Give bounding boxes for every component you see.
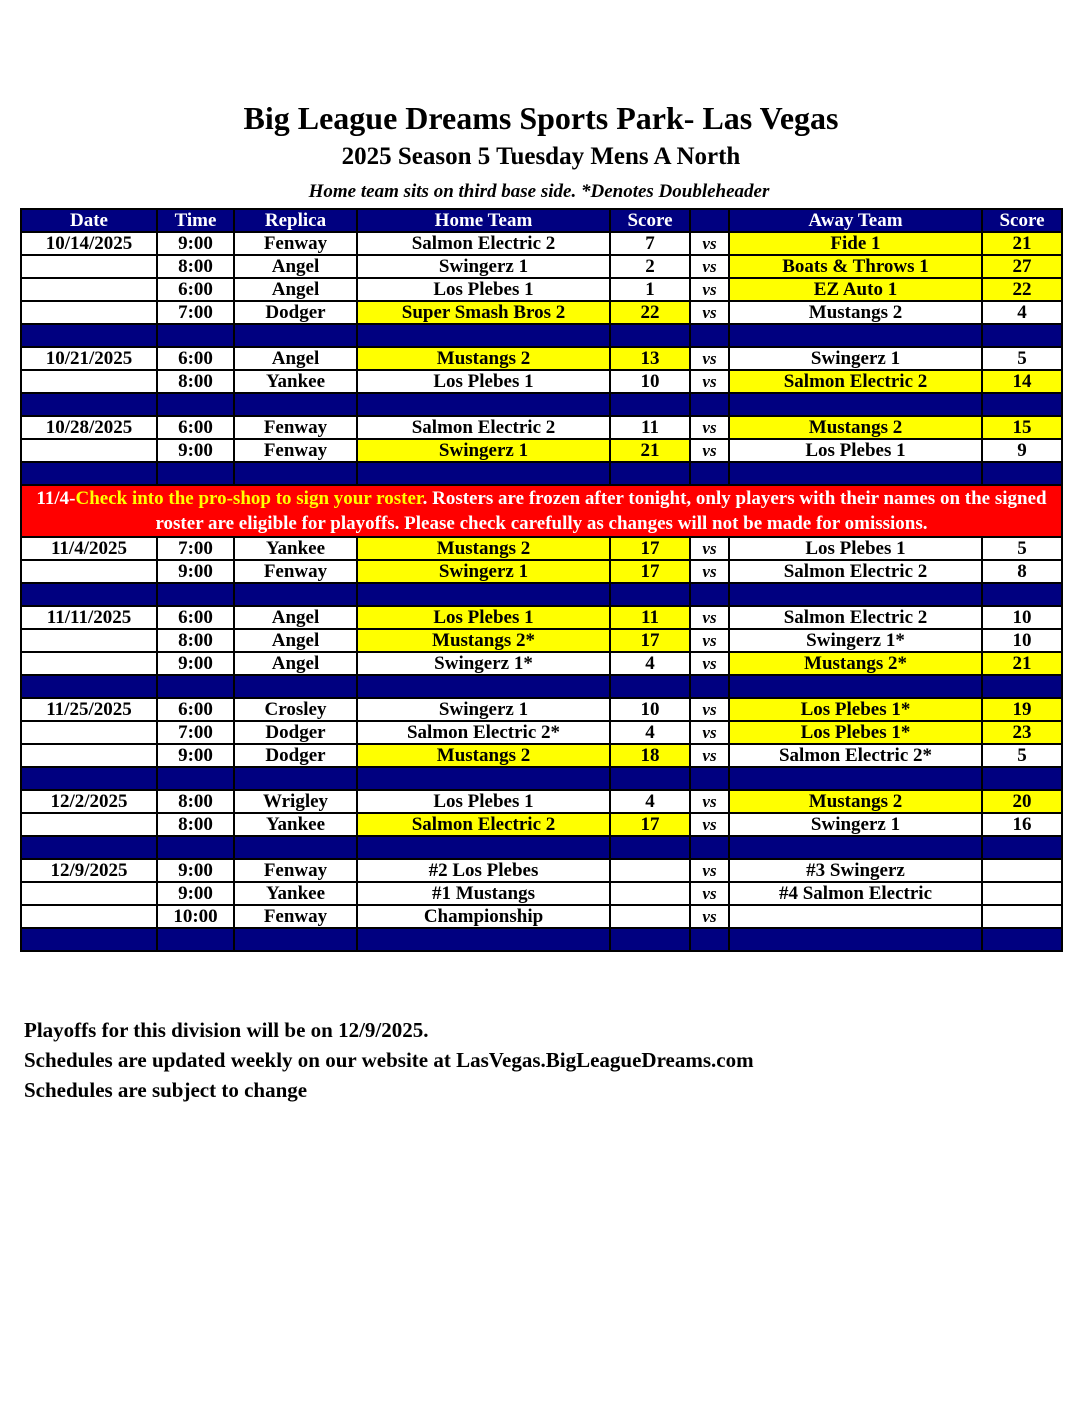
col-time: Time xyxy=(157,209,234,232)
away-score-cell xyxy=(982,859,1062,882)
separator-cell xyxy=(357,836,610,859)
separator-cell xyxy=(234,675,357,698)
separator-cell xyxy=(610,928,690,951)
footer-notes xyxy=(24,1015,754,1105)
vs-cell: vs xyxy=(690,439,729,462)
date-cell: 11/11/2025 xyxy=(21,606,157,629)
away-score-cell: 27 xyxy=(982,255,1062,278)
date-cell xyxy=(21,905,157,928)
separator-cell xyxy=(157,462,234,485)
home-team-cell: Salmon Electric 2* xyxy=(357,721,610,744)
time-cell: 9:00 xyxy=(157,859,234,882)
date-cell: 12/2/2025 xyxy=(21,790,157,813)
away-score-cell: 16 xyxy=(982,813,1062,836)
separator-cell xyxy=(21,928,157,951)
replica-cell: Fenway xyxy=(234,439,357,462)
separator-cell xyxy=(234,324,357,347)
replica-cell: Crosley xyxy=(234,698,357,721)
separator-cell xyxy=(157,928,234,951)
replica-cell: Angel xyxy=(234,652,357,675)
replica-cell: Angel xyxy=(234,255,357,278)
time-cell: 8:00 xyxy=(157,629,234,652)
col-replica: Replica xyxy=(234,209,357,232)
home-team-cell: Swingerz 1 xyxy=(357,560,610,583)
away-score-cell: 5 xyxy=(982,537,1062,560)
table-row xyxy=(21,347,1062,370)
home-team-cell: #1 Mustangs xyxy=(357,882,610,905)
separator-cell xyxy=(690,324,729,347)
away-score-cell: 10 xyxy=(982,606,1062,629)
separator-cell xyxy=(157,836,234,859)
notice-row xyxy=(21,485,1062,537)
date-cell xyxy=(21,721,157,744)
table-header-row xyxy=(21,209,1062,232)
separator-row xyxy=(21,928,1062,951)
notice-text: . Rosters are frozen after tonight, only players with their names on the signed roster are eligible for playoffs. Please check carefully as changes will not be made for omissions. xyxy=(155,488,1047,534)
date-cell xyxy=(21,370,157,393)
away-team-cell: Salmon Electric 2 xyxy=(729,606,982,629)
home-team-cell: Los Plebes 1 xyxy=(357,278,610,301)
home-score-cell: 18 xyxy=(610,744,690,767)
col-away-team: Away Team xyxy=(729,209,982,232)
table-row xyxy=(21,905,1062,928)
home-score-cell: 4 xyxy=(610,790,690,813)
separator-cell xyxy=(982,324,1062,347)
separator-cell xyxy=(610,462,690,485)
home-team-cell: Super Smash Bros 2 xyxy=(357,301,610,324)
separator-cell xyxy=(157,324,234,347)
home-score-cell: 10 xyxy=(610,698,690,721)
home-team-cell: Salmon Electric 2 xyxy=(357,813,610,836)
home-score-cell: 22 xyxy=(610,301,690,324)
date-cell xyxy=(21,882,157,905)
away-score-cell: 9 xyxy=(982,439,1062,462)
separator-row xyxy=(21,324,1062,347)
separator-cell xyxy=(21,324,157,347)
replica-cell: Yankee xyxy=(234,813,357,836)
away-score-cell: 8 xyxy=(982,560,1062,583)
away-team-cell: Boats & Throws 1 xyxy=(729,255,982,278)
table-row xyxy=(21,232,1062,255)
home-score-cell: 2 xyxy=(610,255,690,278)
vs-cell: vs xyxy=(690,652,729,675)
table-row xyxy=(21,537,1062,560)
time-cell: 8:00 xyxy=(157,790,234,813)
separator-cell xyxy=(610,324,690,347)
separator-cell xyxy=(729,393,982,416)
separator-row xyxy=(21,583,1062,606)
separator-cell xyxy=(982,393,1062,416)
away-team-cell: Los Plebes 1* xyxy=(729,721,982,744)
home-team-cell: Los Plebes 1 xyxy=(357,606,610,629)
away-score-cell: 21 xyxy=(982,232,1062,255)
separator-cell xyxy=(157,767,234,790)
away-team-cell: Los Plebes 1 xyxy=(729,537,982,560)
time-cell: 6:00 xyxy=(157,278,234,301)
vs-cell: vs xyxy=(690,347,729,370)
away-score-cell: 21 xyxy=(982,652,1062,675)
vs-cell: vs xyxy=(690,882,729,905)
time-cell: 8:00 xyxy=(157,255,234,278)
separator-cell xyxy=(357,767,610,790)
separator-cell xyxy=(357,393,610,416)
date-cell xyxy=(21,439,157,462)
date-cell xyxy=(21,278,157,301)
separator-cell xyxy=(610,675,690,698)
away-team-cell: Mustangs 2 xyxy=(729,301,982,324)
home-team-cell: Swingerz 1 xyxy=(357,255,610,278)
time-cell: 6:00 xyxy=(157,347,234,370)
home-score-cell: 13 xyxy=(610,347,690,370)
home-score-cell xyxy=(610,859,690,882)
date-cell xyxy=(21,629,157,652)
away-score-cell xyxy=(982,905,1062,928)
date-cell xyxy=(21,301,157,324)
date-cell: 10/14/2025 xyxy=(21,232,157,255)
vs-cell: vs xyxy=(690,278,729,301)
vs-cell: vs xyxy=(690,813,729,836)
separator-cell xyxy=(234,583,357,606)
vs-cell: vs xyxy=(690,416,729,439)
separator-cell xyxy=(21,675,157,698)
time-cell: 9:00 xyxy=(157,882,234,905)
col-date: Date xyxy=(21,209,157,232)
away-score-cell: 20 xyxy=(982,790,1062,813)
page-title: Big League Dreams Sports Park- Las Vegas xyxy=(243,100,839,136)
home-score-cell xyxy=(610,905,690,928)
roster-notice xyxy=(21,485,1062,537)
separator-cell xyxy=(21,836,157,859)
away-team-cell: #4 Salmon Electric xyxy=(729,882,982,905)
time-cell: 9:00 xyxy=(157,652,234,675)
separator-cell xyxy=(357,675,610,698)
home-score-cell: 17 xyxy=(610,537,690,560)
separator-row xyxy=(21,462,1062,485)
footer-line: Schedules are updated weekly on our website at LasVegas.BigLeagueDreams.com xyxy=(24,1048,754,1072)
separator-cell xyxy=(157,675,234,698)
separator-cell xyxy=(982,462,1062,485)
separator-cell xyxy=(610,583,690,606)
date-cell: 11/4/2025 xyxy=(21,537,157,560)
time-cell: 6:00 xyxy=(157,416,234,439)
separator-row xyxy=(21,675,1062,698)
replica-cell: Fenway xyxy=(234,560,357,583)
vs-cell: vs xyxy=(690,560,729,583)
vs-cell: vs xyxy=(690,606,729,629)
separator-cell xyxy=(729,836,982,859)
away-score-cell xyxy=(982,882,1062,905)
home-score-cell: 4 xyxy=(610,721,690,744)
separator-cell xyxy=(234,836,357,859)
table-row xyxy=(21,278,1062,301)
vs-cell: vs xyxy=(690,629,729,652)
schedule-body xyxy=(21,232,1062,951)
table-row xyxy=(21,370,1062,393)
separator-cell xyxy=(357,462,610,485)
time-cell: 8:00 xyxy=(157,813,234,836)
time-cell: 8:00 xyxy=(157,370,234,393)
time-cell: 9:00 xyxy=(157,439,234,462)
away-team-cell: EZ Auto 1 xyxy=(729,278,982,301)
home-team-cell: Mustangs 2 xyxy=(357,744,610,767)
separator-cell xyxy=(982,583,1062,606)
date-cell: 10/28/2025 xyxy=(21,416,157,439)
table-row xyxy=(21,652,1062,675)
vs-cell: vs xyxy=(690,905,729,928)
date-cell xyxy=(21,560,157,583)
away-score-cell: 4 xyxy=(982,301,1062,324)
separator-cell xyxy=(21,393,157,416)
table-row xyxy=(21,790,1062,813)
away-score-cell: 14 xyxy=(982,370,1062,393)
table-row xyxy=(21,882,1062,905)
replica-cell: Fenway xyxy=(234,232,357,255)
separator-cell xyxy=(357,324,610,347)
vs-cell: vs xyxy=(690,301,729,324)
separator-cell xyxy=(610,836,690,859)
separator-cell xyxy=(982,836,1062,859)
away-team-cell xyxy=(729,905,982,928)
separator-cell xyxy=(234,767,357,790)
home-score-cell: 21 xyxy=(610,439,690,462)
replica-cell: Fenway xyxy=(234,905,357,928)
separator-cell xyxy=(690,393,729,416)
replica-cell: Angel xyxy=(234,278,357,301)
separator-cell xyxy=(690,767,729,790)
col-away-score: Score xyxy=(982,209,1062,232)
vs-cell: vs xyxy=(690,255,729,278)
home-score-cell: 10 xyxy=(610,370,690,393)
date-cell: 10/21/2025 xyxy=(21,347,157,370)
notice-date: 11/4- xyxy=(36,488,76,509)
home-team-cell: Swingerz 1 xyxy=(357,698,610,721)
separator-cell xyxy=(690,675,729,698)
away-score-cell: 15 xyxy=(982,416,1062,439)
date-cell xyxy=(21,652,157,675)
vs-cell: vs xyxy=(690,790,729,813)
home-score-cell: 17 xyxy=(610,629,690,652)
date-cell xyxy=(21,813,157,836)
home-team-cell: Championship xyxy=(357,905,610,928)
replica-cell: Yankee xyxy=(234,370,357,393)
date-cell xyxy=(21,255,157,278)
away-team-cell: Swingerz 1 xyxy=(729,347,982,370)
separator-cell xyxy=(21,462,157,485)
replica-cell: Angel xyxy=(234,606,357,629)
away-team-cell: Los Plebes 1* xyxy=(729,698,982,721)
table-row xyxy=(21,606,1062,629)
away-team-cell: Salmon Electric 2 xyxy=(729,370,982,393)
home-team-cell: Salmon Electric 2 xyxy=(357,416,610,439)
separator-row xyxy=(21,767,1062,790)
separator-row xyxy=(21,836,1062,859)
home-score-cell: 7 xyxy=(610,232,690,255)
away-team-cell: Mustangs 2* xyxy=(729,652,982,675)
separator-cell xyxy=(157,393,234,416)
home-score-cell: 11 xyxy=(610,416,690,439)
home-team-cell: Mustangs 2 xyxy=(357,347,610,370)
time-cell: 7:00 xyxy=(157,537,234,560)
replica-cell: Fenway xyxy=(234,416,357,439)
table-row xyxy=(21,301,1062,324)
replica-cell: Yankee xyxy=(234,882,357,905)
replica-cell: Angel xyxy=(234,629,357,652)
home-score-cell: 11 xyxy=(610,606,690,629)
page-subtitle: 2025 Season 5 Tuesday Mens A North xyxy=(341,143,741,170)
date-cell: 12/9/2025 xyxy=(21,859,157,882)
separator-cell xyxy=(690,928,729,951)
vs-cell: vs xyxy=(690,698,729,721)
home-team-cell: Mustangs 2 xyxy=(357,537,610,560)
away-score-cell: 19 xyxy=(982,698,1062,721)
table-row xyxy=(21,744,1062,767)
vs-cell: vs xyxy=(690,537,729,560)
vs-cell: vs xyxy=(690,370,729,393)
home-score-cell xyxy=(610,882,690,905)
col-vs xyxy=(690,209,729,232)
away-team-cell: #3 Swingerz xyxy=(729,859,982,882)
notice-highlight: Check into the pro-shop to sign your roster xyxy=(75,488,423,509)
table-row xyxy=(21,698,1062,721)
table-row xyxy=(21,255,1062,278)
replica-cell: Dodger xyxy=(234,301,357,324)
table-row xyxy=(21,560,1062,583)
time-cell: 7:00 xyxy=(157,721,234,744)
schedule-table xyxy=(20,208,1063,952)
separator-cell xyxy=(234,928,357,951)
separator-cell xyxy=(357,583,610,606)
footer-line: Schedules are subject to change xyxy=(24,1078,308,1102)
away-score-cell: 5 xyxy=(982,347,1062,370)
col-home-team: Home Team xyxy=(357,209,610,232)
time-cell: 9:00 xyxy=(157,232,234,255)
separator-cell xyxy=(729,928,982,951)
away-team-cell: Swingerz 1* xyxy=(729,629,982,652)
away-team-cell: Salmon Electric 2* xyxy=(729,744,982,767)
col-home-score: Score xyxy=(610,209,690,232)
away-team-cell: Swingerz 1 xyxy=(729,813,982,836)
date-cell: 11/25/2025 xyxy=(21,698,157,721)
separator-cell xyxy=(982,675,1062,698)
separator-cell xyxy=(357,928,610,951)
date-cell xyxy=(21,744,157,767)
table-row xyxy=(21,721,1062,744)
separator-cell xyxy=(610,767,690,790)
separator-cell xyxy=(234,393,357,416)
time-cell: 9:00 xyxy=(157,744,234,767)
table-row xyxy=(21,813,1062,836)
home-team-cell: Los Plebes 1 xyxy=(357,370,610,393)
separator-cell xyxy=(729,767,982,790)
separator-cell xyxy=(982,928,1062,951)
away-score-cell: 22 xyxy=(982,278,1062,301)
separator-cell xyxy=(982,767,1062,790)
replica-cell: Fenway xyxy=(234,859,357,882)
replica-cell: Dodger xyxy=(234,744,357,767)
time-cell: 6:00 xyxy=(157,698,234,721)
table-row xyxy=(21,439,1062,462)
separator-cell xyxy=(21,583,157,606)
home-team-cell: Salmon Electric 2 xyxy=(357,232,610,255)
replica-cell: Angel xyxy=(234,347,357,370)
header-note: Home team sits on third base side. *Denotes Doubleheader xyxy=(308,181,770,202)
vs-cell: vs xyxy=(690,744,729,767)
home-team-cell: Swingerz 1 xyxy=(357,439,610,462)
time-cell: 7:00 xyxy=(157,301,234,324)
away-score-cell: 10 xyxy=(982,629,1062,652)
home-team-cell: #2 Los Plebes xyxy=(357,859,610,882)
separator-cell xyxy=(729,675,982,698)
time-cell: 10:00 xyxy=(157,905,234,928)
separator-row xyxy=(21,393,1062,416)
separator-cell xyxy=(729,324,982,347)
away-team-cell: Fide 1 xyxy=(729,232,982,255)
vs-cell: vs xyxy=(690,859,729,882)
home-score-cell: 17 xyxy=(610,813,690,836)
away-team-cell: Salmon Electric 2 xyxy=(729,560,982,583)
replica-cell: Dodger xyxy=(234,721,357,744)
separator-cell xyxy=(729,462,982,485)
away-team-cell: Mustangs 2 xyxy=(729,416,982,439)
vs-cell: vs xyxy=(690,721,729,744)
vs-cell: vs xyxy=(690,232,729,255)
separator-cell xyxy=(157,583,234,606)
home-team-cell: Mustangs 2* xyxy=(357,629,610,652)
home-score-cell: 1 xyxy=(610,278,690,301)
replica-cell: Yankee xyxy=(234,537,357,560)
away-score-cell: 23 xyxy=(982,721,1062,744)
away-team-cell: Los Plebes 1 xyxy=(729,439,982,462)
home-team-cell: Swingerz 1* xyxy=(357,652,610,675)
home-score-cell: 4 xyxy=(610,652,690,675)
table-row xyxy=(21,859,1062,882)
separator-cell xyxy=(690,583,729,606)
separator-cell xyxy=(610,393,690,416)
separator-cell xyxy=(729,583,982,606)
replica-cell: Wrigley xyxy=(234,790,357,813)
home-team-cell: Los Plebes 1 xyxy=(357,790,610,813)
time-cell: 9:00 xyxy=(157,560,234,583)
table-row xyxy=(21,629,1062,652)
separator-cell xyxy=(21,767,157,790)
separator-cell xyxy=(690,836,729,859)
away-team-cell: Mustangs 2 xyxy=(729,790,982,813)
home-score-cell: 17 xyxy=(610,560,690,583)
table-row xyxy=(21,416,1062,439)
away-score-cell: 5 xyxy=(982,744,1062,767)
time-cell: 6:00 xyxy=(157,606,234,629)
footer-line: Playoffs for this division will be on 12/9/2025. xyxy=(24,1018,429,1042)
separator-cell xyxy=(234,462,357,485)
separator-cell xyxy=(690,462,729,485)
